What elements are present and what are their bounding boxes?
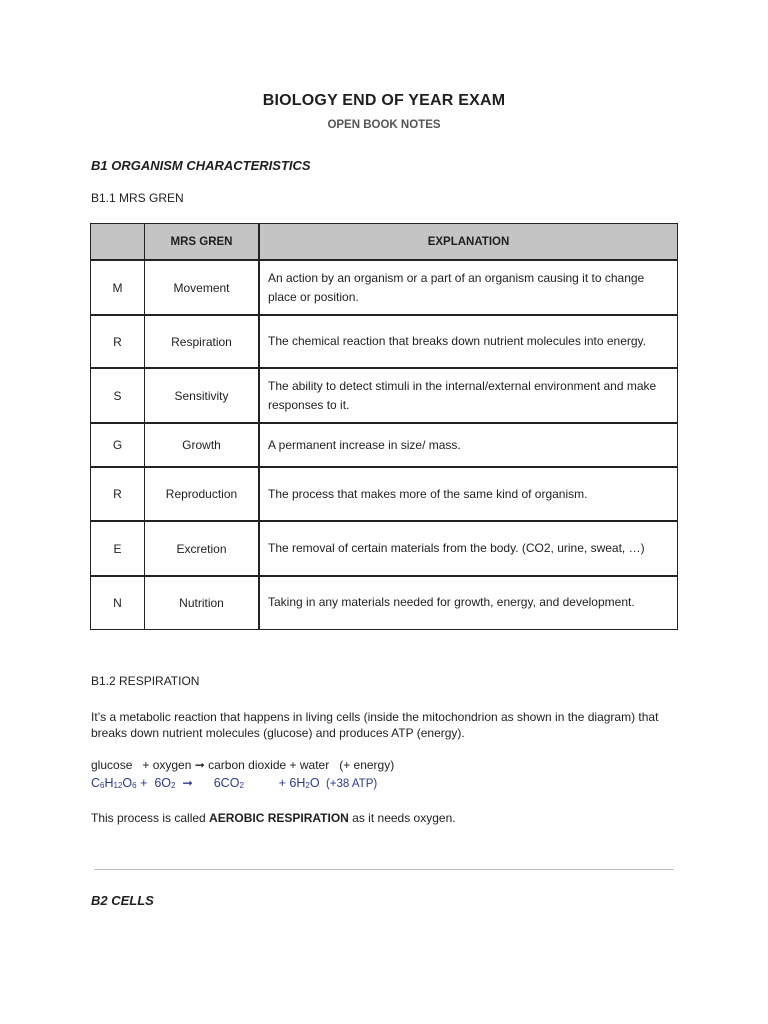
water-formula: + 6H: [243, 776, 306, 790]
water-h-count: 2: [305, 781, 310, 790]
row-term: Growth: [145, 423, 260, 467]
symbol-equation: [91, 775, 377, 790]
row-letter: N: [91, 576, 145, 629]
glucose-c: C: [91, 776, 101, 790]
co2-formula: 6CO: [213, 776, 240, 790]
word-equation: glucose + oxygen ➞ carbon dioxide + water (+ energy): [91, 758, 395, 772]
oxygen-count: 2: [171, 781, 176, 790]
water-o: O: [309, 776, 320, 790]
subsection-b1-1-heading: B1.1 MRS GREN: [91, 191, 184, 205]
atp-yield: (+38 ATP): [319, 778, 378, 790]
row-term: Reproduction: [145, 467, 260, 521]
subsection-b1-2-heading: B1.2 RESPIRATION: [91, 674, 200, 688]
row-explanation: An action by an organism or a part of an organism causing it to change place or position.: [259, 260, 678, 315]
section-b2-heading: B2 CELLS: [91, 893, 154, 908]
section-b1-heading: B1 ORGANISM CHARACTERISTICS: [91, 158, 311, 173]
table-header-explanation: EXPLANATION: [259, 224, 678, 261]
note-suffix: as it needs oxygen.: [348, 811, 456, 825]
row-term: Nutrition: [145, 576, 260, 629]
row-letter: E: [91, 521, 145, 576]
glucose-h-count: 12: [113, 781, 123, 790]
glucose-o: O: [122, 776, 133, 790]
table-header-row: [91, 224, 678, 261]
note-prefix: This process is called: [91, 811, 210, 825]
row-explanation: Taking in any materials needed for growth, energy, and development.: [259, 576, 678, 629]
row-term: Movement: [145, 260, 260, 315]
glucose-c-count: 6: [100, 781, 105, 790]
table-row: [91, 521, 678, 576]
table-row: [91, 576, 678, 629]
row-explanation: The chemical reaction that breaks down nutrient molecules into energy.: [259, 315, 678, 368]
row-explanation: The ability to detect stimuli in the internal/external environment and make responses to it.: [259, 368, 678, 423]
table-row: [91, 260, 678, 315]
mrs-gren-table: [90, 223, 678, 630]
arrow-icon: ➞: [175, 776, 214, 790]
table-header-letter: [91, 224, 145, 261]
glucose-h: H: [104, 776, 114, 790]
table-header-term: MRS GREN: [145, 224, 260, 261]
document-subtitle: OPEN BOOK NOTES: [327, 119, 441, 131]
table-row: [91, 423, 678, 467]
row-letter: M: [91, 260, 145, 315]
row-term: Excretion: [145, 521, 260, 576]
note-bold-term: AEROBIC RESPIRATION: [209, 811, 349, 825]
respiration-description: It’s a metabolic reaction that happens in living cells (inside the mitochondrion as shown in the diagram) that breaks down nutrient molecules (glucose) and produces ATP (energy).: [91, 710, 659, 740]
oxygen-formula: 6O: [154, 776, 172, 790]
table-row: [91, 315, 678, 368]
row-letter: G: [91, 423, 145, 467]
row-letter: S: [91, 368, 145, 423]
row-explanation: The process that makes more of the same kind of organism.: [259, 467, 678, 521]
section-divider: [94, 869, 674, 870]
co2-count: 2: [239, 781, 244, 790]
row-letter: R: [91, 467, 145, 521]
row-explanation: A permanent increase in size/ mass.: [259, 423, 678, 467]
table-row: [91, 467, 678, 521]
row-explanation: The removal of certain materials from the body. (CO2, urine, sweat, …): [259, 521, 678, 576]
table-row: [91, 368, 678, 423]
row-letter: R: [91, 315, 145, 368]
document-title: BIOLOGY END OF YEAR EXAM: [262, 92, 506, 109]
glucose-o-count: 6: [132, 781, 137, 790]
row-term: Respiration: [145, 315, 260, 368]
aerobic-note: [91, 811, 456, 825]
plus-sign: +: [136, 776, 155, 790]
row-term: Sensitivity: [145, 368, 260, 423]
